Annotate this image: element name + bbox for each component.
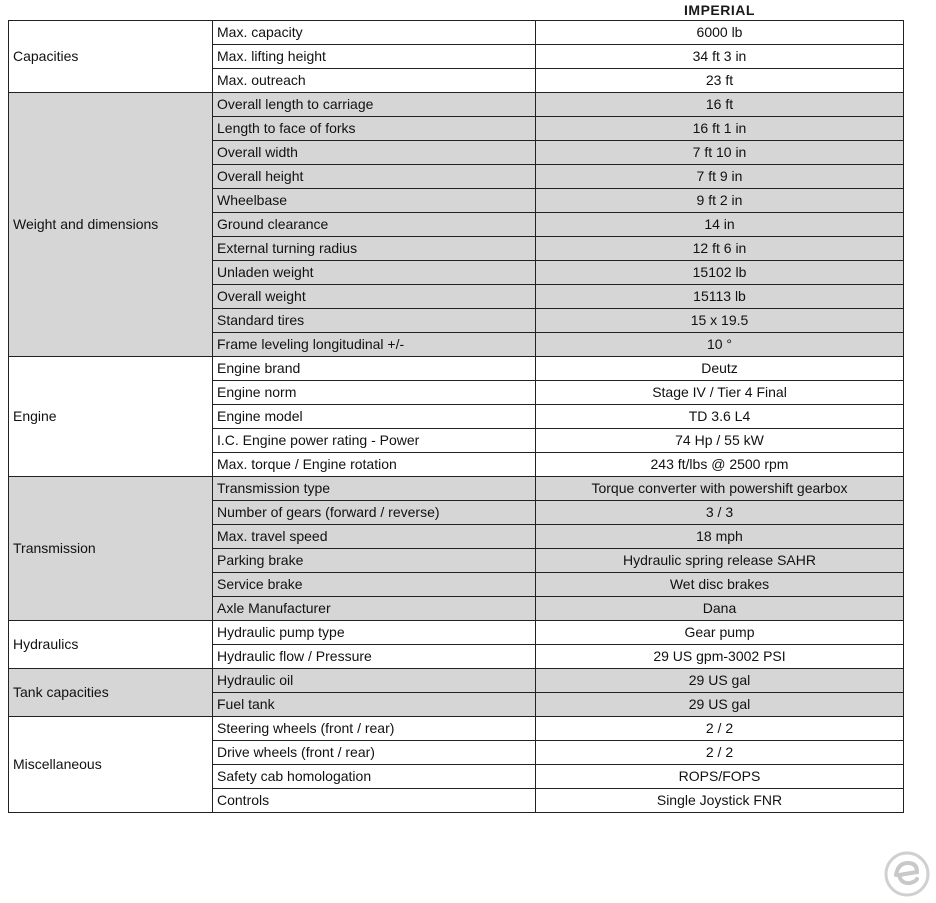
section-label: Tank capacities <box>9 669 213 717</box>
spec-label: External turning radius <box>213 237 536 261</box>
spec-value: 6000 lb <box>536 21 904 45</box>
spec-value: 14 in <box>536 213 904 237</box>
spec-value: 12 ft 6 in <box>536 237 904 261</box>
spec-label: Engine model <box>213 405 536 429</box>
spec-label: Max. capacity <box>213 21 536 45</box>
spec-value: 15102 lb <box>536 261 904 285</box>
spec-value: 29 US gal <box>536 693 904 717</box>
spec-label: Max. travel speed <box>213 525 536 549</box>
table-row <box>9 93 904 117</box>
spec-label: Standard tires <box>213 309 536 333</box>
spec-label: Max. outreach <box>213 69 536 93</box>
column-header-imperial: IMPERIAL <box>684 2 755 18</box>
spec-value: ROPS/FOPS <box>536 765 904 789</box>
spec-value: Torque converter with powershift gearbox <box>536 477 904 501</box>
section-label: Capacities <box>9 21 213 93</box>
spec-value: Stage IV / Tier 4 Final <box>536 381 904 405</box>
spec-value: 9 ft 2 in <box>536 189 904 213</box>
spec-value: 23 ft <box>536 69 904 93</box>
spec-value: 2 / 2 <box>536 741 904 765</box>
spec-value: 15 x 19.5 <box>536 309 904 333</box>
spec-label: Parking brake <box>213 549 536 573</box>
table-row <box>9 717 904 741</box>
spec-value: 2 / 2 <box>536 717 904 741</box>
spec-value: 16 ft <box>536 93 904 117</box>
spec-value: 29 US gal <box>536 669 904 693</box>
spec-value: Gear pump <box>536 621 904 645</box>
spec-value: 15113 lb <box>536 285 904 309</box>
section-label: Engine <box>9 357 213 477</box>
spec-label: Max. torque / Engine rotation <box>213 453 536 477</box>
section-label: Transmission <box>9 477 213 621</box>
spec-value: Single Joystick FNR <box>536 789 904 813</box>
spec-label: Steering wheels (front / rear) <box>213 717 536 741</box>
spec-table-body <box>9 21 904 813</box>
spec-label: Overall height <box>213 165 536 189</box>
spec-value: Hydraulic spring release SAHR <box>536 549 904 573</box>
spec-label: Controls <box>213 789 536 813</box>
spec-label: Overall weight <box>213 285 536 309</box>
spec-value: 243 ft/lbs @ 2500 rpm <box>536 453 904 477</box>
spec-value: 18 mph <box>536 525 904 549</box>
spec-table <box>8 20 904 813</box>
spec-label: Engine brand <box>213 357 536 381</box>
spec-label: Safety cab homologation <box>213 765 536 789</box>
spec-value: Deutz <box>536 357 904 381</box>
spec-label: Number of gears (forward / reverse) <box>213 501 536 525</box>
spec-label: Hydraulic flow / Pressure <box>213 645 536 669</box>
spec-value: 10 ° <box>536 333 904 357</box>
spec-value: 3 / 3 <box>536 501 904 525</box>
spec-label: I.C. Engine power rating - Power <box>213 429 536 453</box>
table-row <box>9 477 904 501</box>
section-label: Hydraulics <box>9 621 213 669</box>
spec-label: Hydraulic oil <box>213 669 536 693</box>
spec-label: Max. lifting height <box>213 45 536 69</box>
spec-label: Hydraulic pump type <box>213 621 536 645</box>
spec-label: Unladen weight <box>213 261 536 285</box>
spec-value: Wet disc brakes <box>536 573 904 597</box>
section-label: Miscellaneous <box>9 717 213 813</box>
spec-value: 7 ft 9 in <box>536 165 904 189</box>
spec-label: Overall width <box>213 141 536 165</box>
spec-value: 29 US gpm-3002 PSI <box>536 645 904 669</box>
spec-value: 16 ft 1 in <box>536 117 904 141</box>
spec-value: 74 Hp / 55 kW <box>536 429 904 453</box>
spec-value: 34 ft 3 in <box>536 45 904 69</box>
table-row <box>9 621 904 645</box>
spec-label: Ground clearance <box>213 213 536 237</box>
table-row <box>9 357 904 381</box>
spec-value: Dana <box>536 597 904 621</box>
table-row <box>9 669 904 693</box>
spec-label: Engine norm <box>213 381 536 405</box>
spec-label: Axle Manufacturer <box>213 597 536 621</box>
spec-label: Frame leveling longitudinal +/- <box>213 333 536 357</box>
spec-label: Transmission type <box>213 477 536 501</box>
spec-label: Drive wheels (front / rear) <box>213 741 536 765</box>
section-label: Weight and dimensions <box>9 93 213 357</box>
spec-value: 7 ft 10 in <box>536 141 904 165</box>
spec-label: Wheelbase <box>213 189 536 213</box>
spec-value: TD 3.6 L4 <box>536 405 904 429</box>
spec-label: Overall length to carriage <box>213 93 536 117</box>
spec-label: Fuel tank <box>213 693 536 717</box>
spec-label: Length to face of forks <box>213 117 536 141</box>
spec-label: Service brake <box>213 573 536 597</box>
e-logo-icon <box>884 851 930 897</box>
table-row <box>9 21 904 45</box>
